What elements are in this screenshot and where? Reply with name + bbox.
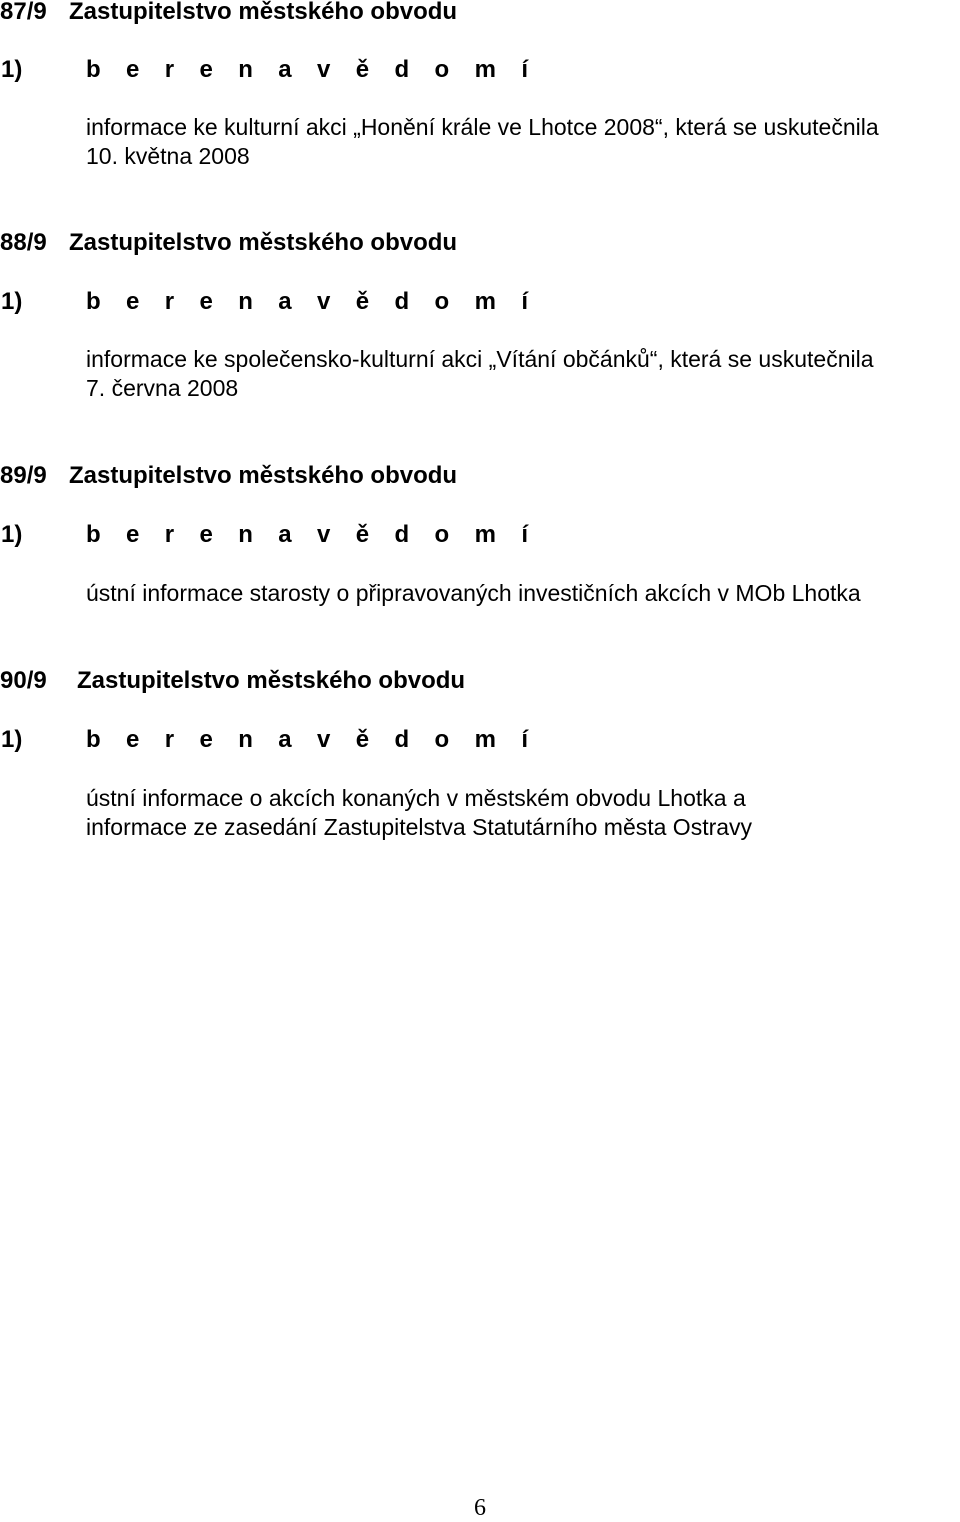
text-word: konaných — [341, 785, 441, 811]
decision-number: 1) — [1, 521, 23, 548]
text-word: v — [446, 785, 459, 811]
text-word: a — [732, 785, 746, 811]
resolution-text-89 — [86, 579, 946, 608]
resolution-heading-90 — [0, 667, 466, 695]
council-name: Zastupitelstvo městského obvodu — [69, 229, 458, 256]
text-word: o — [249, 785, 263, 811]
resolution-text-87 — [86, 113, 946, 171]
decision-verb: b e r e n a v ě d o m í — [86, 726, 534, 753]
decision-number: 1) — [1, 56, 23, 83]
text-word: akcích — [268, 785, 336, 811]
resolution-text-88 — [86, 345, 946, 403]
text-line: 10. května 2008 — [86, 143, 250, 169]
decision-number: 1) — [1, 288, 23, 315]
resolution-heading-88 — [0, 229, 458, 257]
resolution-number: 90/9 — [0, 667, 47, 694]
resolution-heading-89 — [0, 462, 458, 490]
text-line: informace ke společensko-kulturní akci „Vítání občánků“, která se uskutečnila — [86, 346, 874, 372]
text-word: městském — [464, 785, 570, 811]
text-word: informace — [142, 785, 244, 811]
text-word: obvodu — [575, 785, 652, 811]
text-line-justified — [86, 784, 907, 813]
decision-number: 1) — [1, 726, 23, 753]
text-word: Lhotka — [657, 785, 727, 811]
text-line: 7. června 2008 — [86, 375, 239, 401]
text-line: ústní informace starosty o připravovaných investičních akcích v MOb Lhotka — [86, 580, 861, 606]
text-word: ústní — [86, 785, 136, 811]
decision-verb: b e r e n a v ě d o m í — [86, 288, 534, 315]
page-number: 6 — [474, 1495, 486, 1521]
text-line: informace ke kulturní akci „Honění krále ve Lhotce 2008“, která se uskutečnila — [86, 114, 879, 140]
council-name: Zastupitelstvo městského obvodu — [69, 462, 458, 489]
resolution-number: 89/9 — [0, 462, 47, 489]
decision-verb: b e r e n a v ě d o m í — [86, 56, 534, 83]
resolution-number: 88/9 — [0, 229, 47, 256]
decision-verb: b e r e n a v ě d o m í — [86, 521, 534, 548]
text-line: informace ze zasedání Zastupitelstva Statutárního města Ostravy — [86, 814, 753, 840]
resolution-text-90 — [86, 784, 946, 842]
council-name: Zastupitelstvo městského obvodu — [69, 0, 458, 25]
resolution-heading-87 — [0, 0, 458, 26]
resolution-number: 87/9 — [0, 0, 47, 25]
council-name: Zastupitelstvo městského obvodu — [77, 667, 466, 694]
